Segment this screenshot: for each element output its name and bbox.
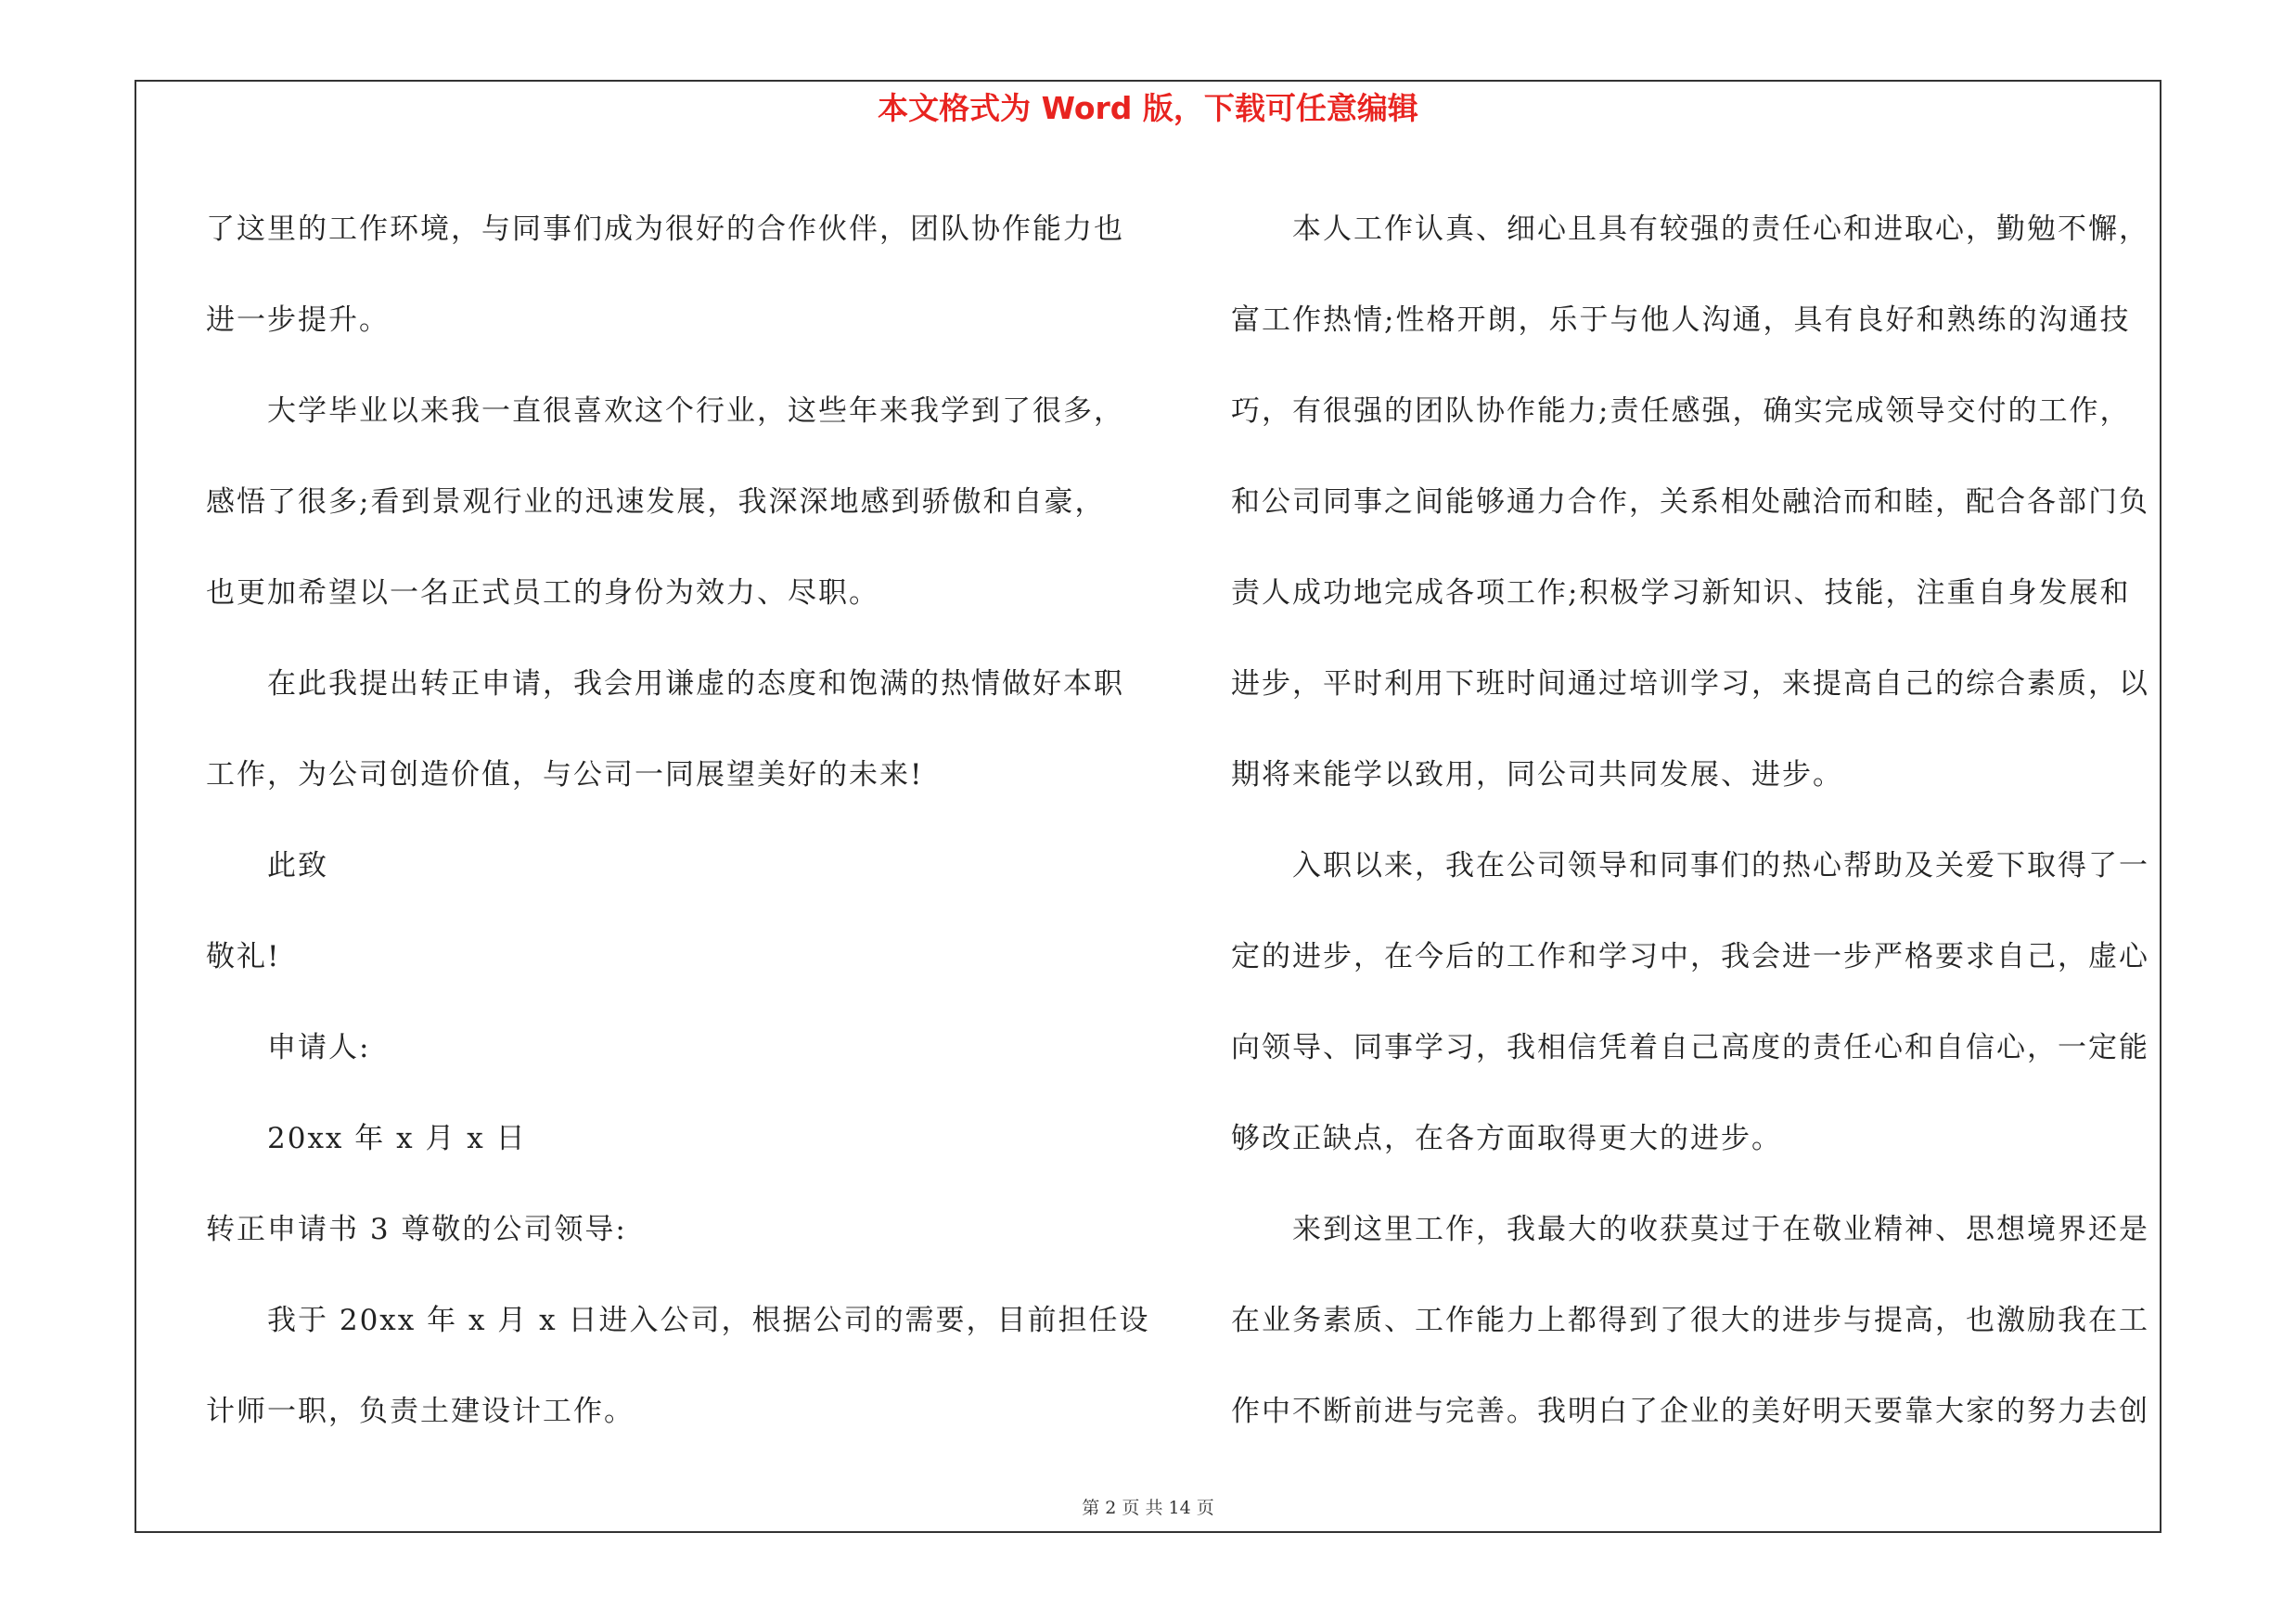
left-line-1: 了这里的工作环境，与同事们成为很好的合作伙伴，团队协作能力也 [206, 213, 1124, 246]
left-line-2: 进一步提升。 [206, 303, 390, 337]
right-line-7: 期将来能学以致用，同公司共同发展、进步。 [1231, 758, 1843, 792]
left-line-10: 申请人: [267, 1031, 371, 1064]
right-line-4: 和公司同事之间能够通力合作，关系相处融洽而和睦，配合各部门负 [1231, 485, 2149, 519]
left-line-14: 计师一职，负责土建设计工作。 [206, 1395, 635, 1428]
left-line-12: 转正申请书 3 尊敬的公司领导: [206, 1213, 627, 1246]
right-line-13: 在业务素质、工作能力上都得到了很大的进步与提高，也激励我在工 [1231, 1304, 2149, 1337]
left-line-6: 在此我提出转正申请，我会用谦虚的态度和饱满的热情做好本职 [267, 667, 1124, 701]
right-line-3: 巧，有很强的团队协作能力;责任感强，确实完成领导交付的工作， [1231, 394, 2131, 428]
right-line-10: 向领导、同事学习，我相信凭着自己高度的责任心和自信心，一定能 [1231, 1031, 2149, 1064]
left-line-9: 敬礼! [206, 940, 281, 973]
left-line-4: 感悟了很多;看到景观行业的迅速发展，我深深地感到骄傲和自豪， [206, 485, 1106, 519]
right-line-12: 来到这里工作，我最大的收获莫过于在敬业精神、思想境界还是 [1292, 1213, 2149, 1246]
left-column [206, 184, 1150, 1457]
left-line-7: 工作，为公司创造价值，与公司一同展望美好的未来! [206, 758, 924, 792]
right-line-11: 够改正缺点，在各方面取得更大的进步。 [1231, 1122, 1782, 1155]
left-line-11: 20xx 年 x 月 x 日 [267, 1122, 527, 1155]
left-line-13: 我于 20xx 年 x 月 x 日进入公司，根据公司的需要，目前担任设 [267, 1304, 1150, 1337]
format-banner: 本文格式为 Word 版，下载可任意编辑 [878, 90, 1418, 126]
right-line-5: 责人成功地完成各项工作;积极学习新知识、技能，注重自身发展和 [1231, 576, 2131, 610]
right-line-9: 定的进步，在今后的工作和学习中，我会进一步严格要求自己，虚心 [1231, 940, 2149, 973]
left-line-8: 此致 [267, 849, 328, 882]
page-number-footer: 第 2 页 共 14 页 [1082, 1498, 1214, 1518]
right-line-2: 富工作热情;性格开朗，乐于与他人沟通，具有良好和熟练的沟通技 [1231, 303, 2131, 337]
right-column [1231, 184, 2159, 1457]
right-line-1: 本人工作认真、细心且具有较强的责任心和进取心，勤勉不懈， [1292, 213, 2149, 246]
left-line-5: 也更加希望以一名正式员工的身份为效力、尽职。 [206, 576, 879, 610]
right-line-14: 作中不断前进与完善。我明白了企业的美好明天要靠大家的努力去创 [1231, 1395, 2149, 1428]
left-line-3: 大学毕业以来我一直很喜欢这个行业，这些年来我学到了很多， [267, 394, 1124, 428]
right-line-8: 入职以来，我在公司领导和同事们的热心帮助及关爱下取得了一 [1292, 849, 2149, 882]
right-line-6: 进步，平时利用下班时间通过培训学习，来提高自己的综合素质，以 [1231, 667, 2149, 701]
